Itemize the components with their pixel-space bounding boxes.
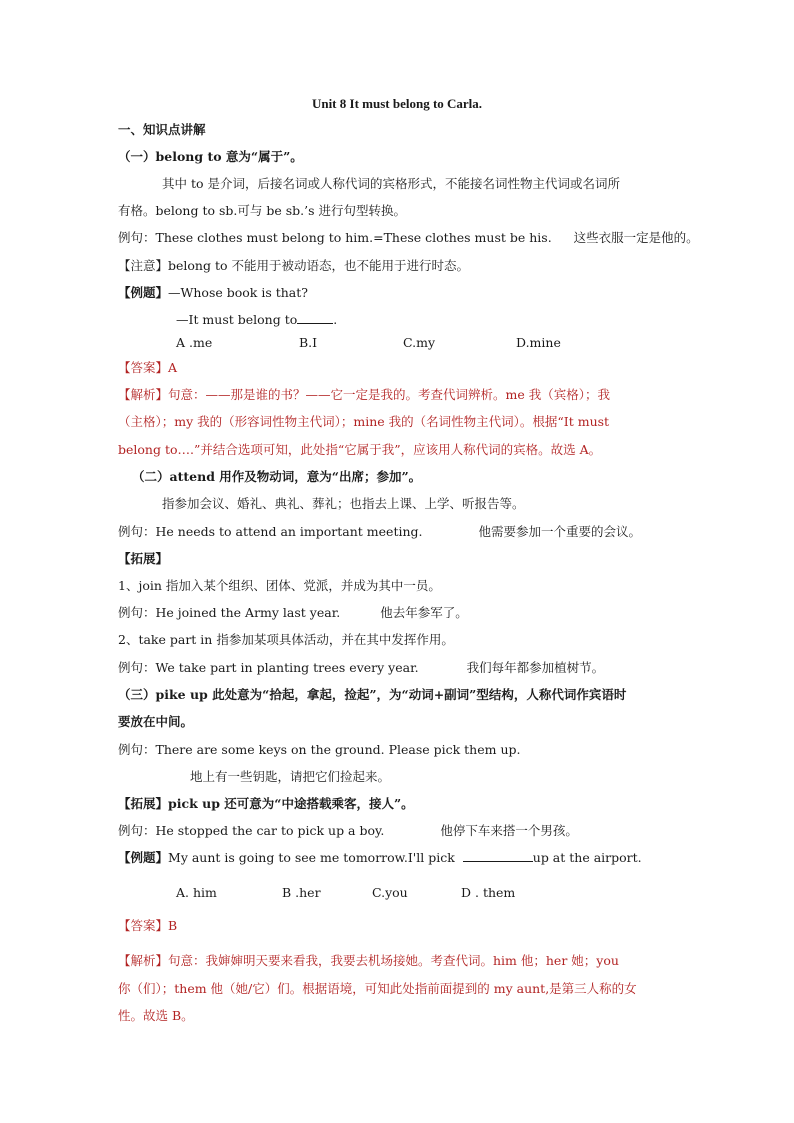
analysis-line: 你（们）；them 他（她/它）们。根据语境，可知此处指前面提到的 my aunt,是第三人称的女: [118, 981, 637, 996]
answer-blank: [463, 849, 533, 862]
question-text: —Whose book is that?: [168, 285, 308, 300]
example-english: 例句：These clothes must belong to him.=These clothes must be his.: [118, 230, 552, 245]
answer-line: 【答案】A: [118, 360, 178, 375]
question-text-end: up at the airport.: [532, 850, 642, 865]
paragraph-line: 指参加会议、婚礼、典礼、葬礼；也指去上课、上学、听报告等。: [162, 496, 525, 511]
example-chinese: 这些衣服一定是他的。: [573, 230, 699, 245]
question-text-end: .: [333, 312, 338, 327]
example-sentence: 例句：There are some keys on the ground. Please pick them up.: [118, 742, 521, 757]
question-text: My aunt is going to see me tomorrow.I'll pick: [168, 850, 455, 865]
option-d: D . them: [461, 885, 516, 900]
answer-blank: [297, 311, 333, 324]
answer-line: 【答案】B: [118, 918, 178, 933]
paragraph-line: 有格。belong to sb.可与 be sb.’s 进行句型转换。: [118, 203, 406, 218]
example-chinese: 他需要参加一个重要的会议。: [478, 524, 642, 539]
question-label: 【例题】: [118, 285, 169, 300]
option-d: D.mine: [516, 335, 561, 350]
extension-line: [118, 795, 678, 813]
question-line: [176, 311, 736, 329]
analysis-line: 性。故选 B。: [118, 1008, 194, 1023]
example-chinese: 他去年参军了。: [380, 605, 468, 620]
option-c: C.you: [372, 885, 408, 900]
question-text: —It must belong to: [176, 312, 298, 327]
analysis-line: 【解析】句意：我婶婶明天要来看我，我要去机场接她。考查代词。him 他；her 她；you: [118, 953, 619, 968]
note-line: 【注意】belong to 不能用于被动语态，也不能用于进行时态。: [118, 258, 469, 273]
example-chinese: 地上有一些钥匙，请把它们捡起来。: [190, 769, 391, 784]
option-a: A .me: [176, 335, 213, 350]
subsection-heading-pick-up-cont: 要放在中间。: [118, 714, 194, 729]
subsection-heading-attend: （二）attend 用作及物动词，意为“出席；参加”。: [132, 469, 422, 484]
example-sentence: [118, 659, 678, 677]
extension-text: 【拓展】pick up 还可意为“中途搭载乘客，接人”。: [118, 796, 414, 811]
option-b: B.I: [299, 335, 318, 350]
example-sentence: [118, 229, 699, 247]
subsection-heading-belong-to: （一）belong to 意为“属于”。: [118, 149, 303, 164]
example-sentence: [118, 604, 678, 622]
example-english: 例句：He stopped the car to pick up a boy.: [118, 823, 385, 838]
paragraph-line: 其中 to 是介词，后接名词或人称代词的宾格形式，不能接名词性物主代词或名词所: [162, 176, 620, 191]
analysis-line: belong to….”并结合选项可知，此处指“它属于我”，应该用人称代词的宾格。故选 A。: [118, 442, 602, 457]
example-english: 例句：We take part in planting trees every year.: [118, 660, 419, 675]
example-chinese: 我们每年都参加植树节。: [466, 660, 605, 675]
example-sentence: [118, 523, 678, 541]
question-label: 【例题】: [118, 850, 169, 865]
list-item: 2、take part in 指参加某项具体活动，并在其中发挥作用。: [118, 632, 454, 647]
example-chinese: 他停下车来搭一个男孩。: [440, 823, 578, 838]
example-english: 例句：He needs to attend an important meeting.: [118, 524, 423, 539]
question-line: [118, 849, 678, 867]
analysis-line: （主格）；my 我的（形容词性物主代词）；mine 我的（名词性物主代词）。根据“It must: [118, 414, 610, 429]
extension-label: 【拓展】: [118, 551, 169, 566]
analysis-line: 【解析】句意：——那是谁的书？——它一定是我的。考查代词辨析。me 我（宾格）；我: [118, 387, 610, 402]
option-b: B .her: [282, 885, 321, 900]
example-sentence: [118, 822, 678, 840]
option-a: A. him: [176, 885, 217, 900]
list-item: 1、join 指加入某个组织、团体、党派，并成为其中一员。: [118, 578, 441, 593]
example-english: 例句：He joined the Army last year.: [118, 605, 341, 620]
page-title: Unit 8 It must belong to Carla.: [311, 96, 483, 111]
question-line: [118, 284, 678, 302]
section-heading: 一、知识点讲解: [118, 122, 206, 137]
option-c: C.my: [403, 335, 436, 350]
subsection-heading-pick-up: （三）pike up 此处意为“拾起，拿起，捡起”，为“动词+副词”型结构，人称代词作宾语时: [118, 687, 627, 702]
